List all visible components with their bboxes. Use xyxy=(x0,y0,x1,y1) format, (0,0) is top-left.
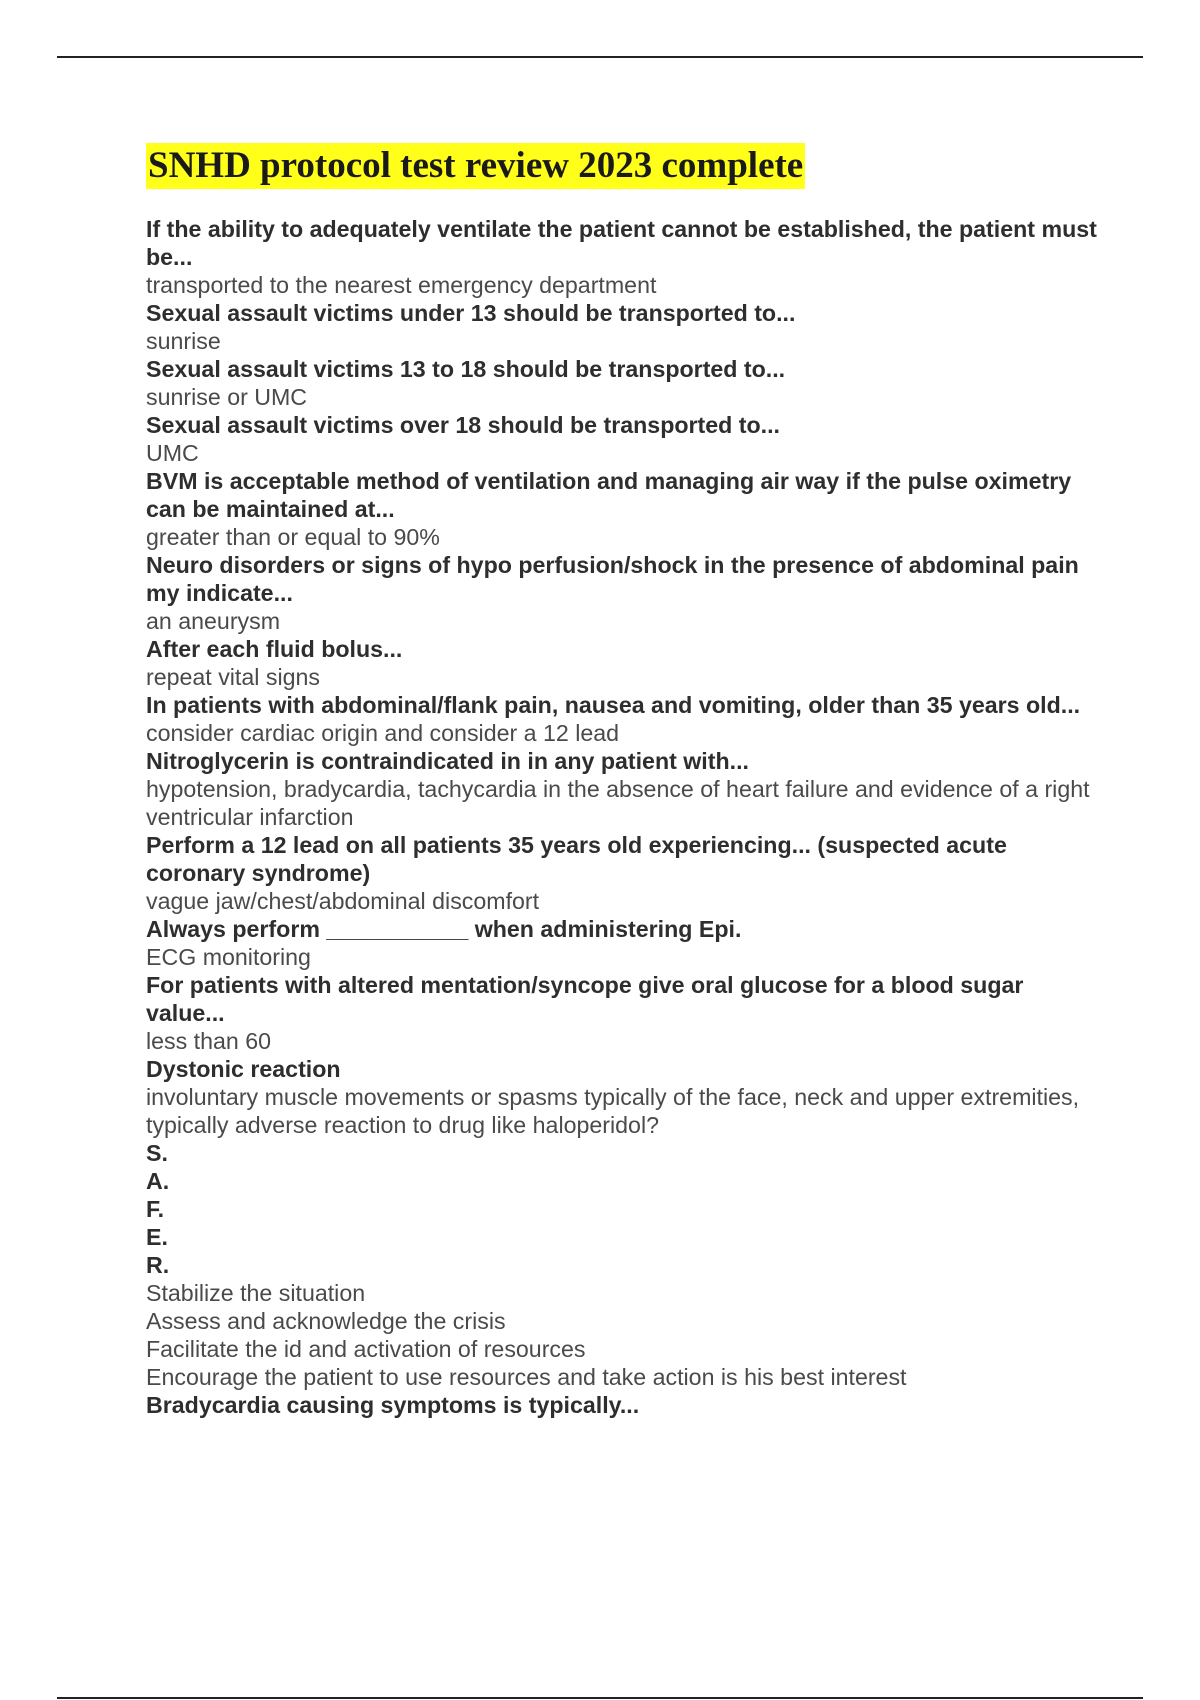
question: BVM is acceptable method of ventilation and managing air way if the pulse oximetry can be maintained at... xyxy=(146,468,1072,522)
safer-line: Encourage the patient to use resources and take action is his best interest xyxy=(146,1364,907,1390)
top-rule xyxy=(57,56,1143,58)
title-block xyxy=(146,143,805,189)
safer-letter: F. xyxy=(146,1196,165,1222)
question: Bradycardia causing symptoms is typically... xyxy=(146,1392,640,1418)
safer-letter: S. xyxy=(146,1140,168,1166)
answer: sunrise xyxy=(146,328,221,354)
question: Sexual assault victims under 13 should be transported to... xyxy=(146,300,796,326)
safer-letter: R. xyxy=(146,1252,170,1278)
answer: UMC xyxy=(146,440,199,466)
answer: an aneurysm xyxy=(146,608,281,634)
question: Neuro disorders or signs of hypo perfusion/shock in the presence of abdominal pain my indicate... xyxy=(146,552,1079,606)
qa-content xyxy=(146,215,1101,1419)
answer: vague jaw/chest/abdominal discomfort xyxy=(146,888,540,914)
question: Perform a 12 lead on all patients 35 years old experiencing... (suspected acute coronary syndrome) xyxy=(146,832,1007,886)
answer: involuntary muscle movements or spasms typically of the face, neck and upper extremities, typically adverse reaction to drug like haloperidol? xyxy=(146,1084,1080,1138)
question: For patients with altered mentation/syncope give oral glucose for a blood sugar value... xyxy=(146,972,1024,1026)
question: After each fluid bolus... xyxy=(146,636,403,662)
answer: greater than or equal to 90% xyxy=(146,524,440,550)
answer: hypotension, bradycardia, tachycardia in the absence of heart failure and evidence of a right ventricular infarction xyxy=(146,776,1090,830)
answer: sunrise or UMC xyxy=(146,384,308,410)
answer: consider cardiac origin and consider a 12 lead xyxy=(146,720,620,746)
bottom-rule xyxy=(57,1697,1143,1699)
question: Sexual assault victims 13 to 18 should be transported to... xyxy=(146,356,786,382)
question: Sexual assault victims over 18 should be transported to... xyxy=(146,412,780,438)
safer-line: Facilitate the id and activation of resources xyxy=(146,1336,586,1362)
safer-line: Assess and acknowledge the crisis xyxy=(146,1308,506,1334)
document-title: SNHD protocol test review 2023 complete xyxy=(146,143,805,189)
safer-line: Stabilize the situation xyxy=(146,1280,366,1306)
answer: ECG monitoring xyxy=(146,944,311,970)
safer-letter: A. xyxy=(146,1168,170,1194)
safer-letter: E. xyxy=(146,1224,168,1250)
question: Always perform ___________ when administering Epi. xyxy=(146,916,742,942)
answer: transported to the nearest emergency department xyxy=(146,272,657,298)
question: If the ability to adequately ventilate the patient cannot be established, the patient must be... xyxy=(146,216,1097,270)
question: Nitroglycerin is contraindicated in in any patient with... xyxy=(146,748,749,774)
question: Dystonic reaction xyxy=(146,1056,341,1082)
answer: less than 60 xyxy=(146,1028,272,1054)
question: In patients with abdominal/flank pain, nausea and vomiting, older than 35 years old... xyxy=(146,692,1081,718)
answer: repeat vital signs xyxy=(146,664,320,690)
